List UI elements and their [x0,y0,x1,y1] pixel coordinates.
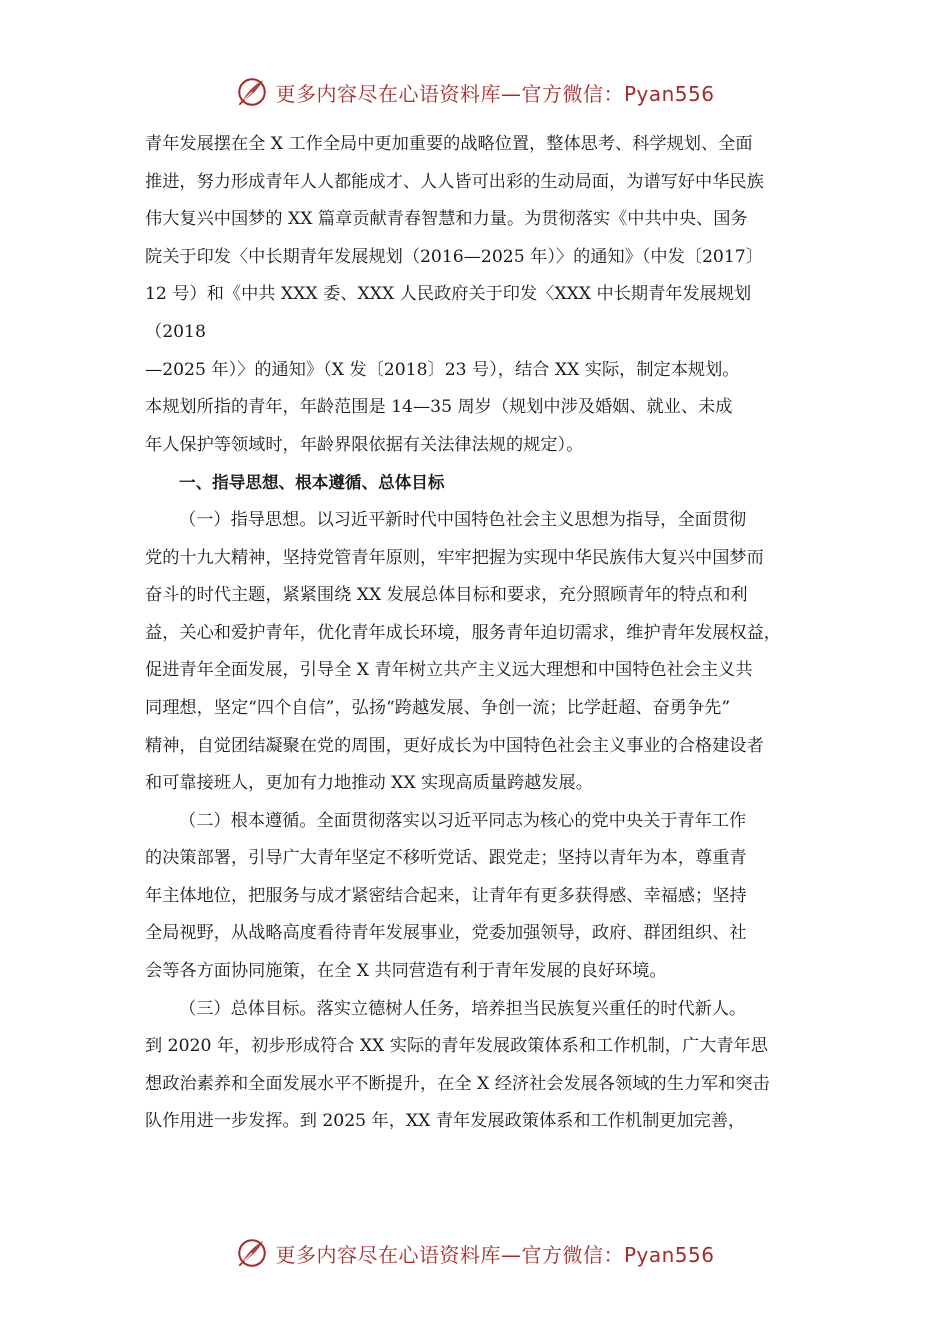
text-line: 奋斗的时代主题，紧紧围绕 XX 发展总体目标和要求，充分照顾青年的特点和利 [145,585,748,606]
banner-text: 更多内容尽在心语资料库—官方微信：Pyan556 [275,1242,715,1267]
text-line: 到 2020 年，初步形成符合 XX 实际的青年发展政策体系和工作机制，广大青年思 [145,1036,768,1057]
text-line: 党的十九大精神，坚持党管青年原则，牢牢把握为实现中华民族伟大复兴中国梦而 [145,547,764,568]
banner-text: 更多内容尽在心语资料库—官方微信：Pyan556 [275,81,715,106]
text-line: （2018 [145,321,206,342]
text-line: （二）根本遵循。全面贯彻落实以习近平同志为核心的党中央关于青年工作 [179,810,747,831]
text-line: 队作用进一步发挥。到 2025 年，XX 青年发展政策体系和工作机制更加完善， [145,1111,746,1132]
text-line: 促进青年全面发展，引导全 X 青年树立共产主义远大理想和中国特色社会主义共 [145,660,753,681]
text-line: 院关于印发〈中长期青年发展规划（2016—2025 年）〉的通知》（中发〔2017〕 [145,246,763,267]
text-line: 伟大复兴中国梦的 XX 篇章贡献青春智慧和力量。为贯彻落实《中共中央、国务 [145,209,748,230]
text-line: 青年发展摆在全 X 工作全局中更加重要的战略位置，整体思考、科学规划、全面 [145,134,753,154]
text-line: 会等各方面协同施策，在全 X 共同营造有利于青年发展的良好环境。 [145,961,667,982]
text-line: 和可靠接班人，更加有力地推动 XX 实现高质量跨越发展。 [145,773,593,794]
text-line: 本规划所指的青年，年龄范围是 14—35 周岁（规划中涉及婚姻、就业、未成 [145,397,733,418]
text-line: 12 号）和《中共 XXX 委、XXX 人民政府关于印发〈XXX 中长期青年发展规划 [145,284,752,305]
header-watermark-banner [0,72,950,112]
text-line: 年人保护等领域时，年龄界限依据有关法律法规的规定）。 [145,434,584,455]
text-line: 的决策部署，引导广大青年坚定不移听党话、跟党走；坚持以青年为本，尊重青 [145,848,747,869]
feather-pen-logo-icon [235,1236,269,1270]
text-line: （三）总体目标。落实立德树人任务，培养担当民族复兴重任的时代新人。 [179,998,747,1019]
text-line: 益，关心和爱护青年，优化青年成长环境，服务青年迫切需求，维护青年发展权益， [145,622,781,643]
text-line: （一）指导思想。以习近平新时代中国特色社会主义思想为指导，全面贯彻 [179,509,747,530]
text-line: —2025 年）〉的通知》（X 发〔2018〕23 号），结合 XX 实际，制定本规划。 [145,359,740,380]
text-line: 精神，自觉团结凝聚在党的周围，更好成长为中国特色社会主义事业的合格建设者 [145,735,764,756]
text-line: 全局视野，从战略高度看待青年发展事业，党委加强领导，政府、群团组织、社 [145,923,747,944]
text-line: 想政治素养和全面发展水平不断提升，在全 X 经济社会发展各领域的生力军和突击 [145,1073,770,1094]
feather-pen-logo-icon [235,75,269,109]
document-body [145,126,815,1141]
text-line: 年主体地位，把服务与成才紧密结合起来，让青年有更多获得感、幸福感；坚持 [145,885,747,906]
section-heading: 一、指导思想、根本遵循、总体目标 [179,473,445,493]
text-line: 同理想，坚定“四个自信”，弘扬“跨越发展、争创一流；比学赶超、奋勇争先” [145,697,731,718]
text-line: 推进，努力形成青年人人都能成才、人人皆可出彩的生动局面，为谱写好中华民族 [145,171,764,192]
footer-watermark-banner [0,1233,950,1273]
